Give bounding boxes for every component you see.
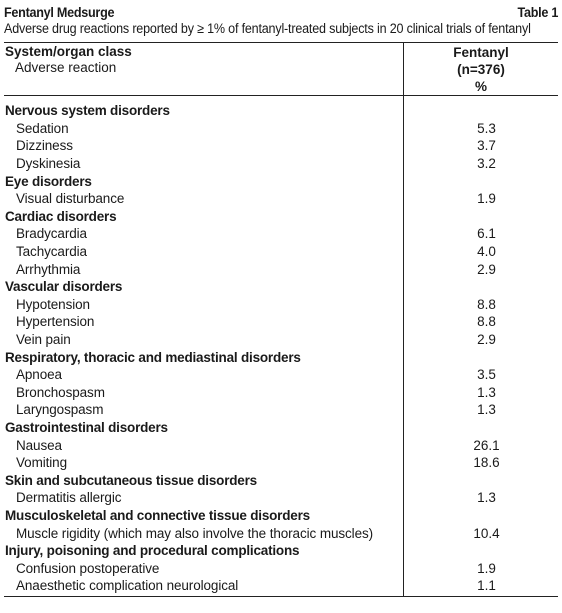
table-row [4,331,558,349]
system-organ-class-label: Musculoskeletal and connective tissue disorders [5,507,310,523]
system-organ-class-label: Eye disorders [5,173,92,189]
percentage-value: 8.8 [477,314,496,330]
table-row [4,137,558,155]
category-row [4,419,558,437]
adverse-reaction-label: Tachycardia [16,244,87,260]
percentage-value: 6.1 [477,226,496,242]
percentage-value: 2.9 [477,332,496,348]
table-row [4,524,558,542]
table-row [4,155,558,173]
percent-heading: % [474,79,487,94]
adverse-reactions-table [4,42,558,597]
percentage-value: 1.3 [477,490,496,506]
category-row [4,507,558,525]
table-row [4,401,558,419]
adverse-reaction-label: Bradycardia [16,226,87,242]
document-title: Fentanyl Medsurge [4,4,115,20]
header-right-cell [404,43,558,95]
adverse-reaction-label: Arrhythmia [16,261,81,277]
system-organ-class-label: Cardiac disorders [5,208,117,224]
title-row [4,4,558,20]
table-row [4,313,558,331]
table-row [4,120,558,138]
category-row [4,542,558,560]
table-row [4,436,558,454]
percentage-value: 1.9 [477,560,496,576]
table-number: Table 1 [517,4,558,20]
category-row [4,471,558,489]
adverse-reaction-label: Bronchospasm [16,384,105,400]
adverse-reaction-label: Anaesthetic complication neurological [16,578,239,594]
table-row [4,559,558,577]
adverse-reaction-label: Confusion postoperative [16,560,160,576]
percentage-value: 3.7 [477,138,496,154]
percentage-value: 4.0 [477,244,496,260]
table-row [4,296,558,314]
category-row [4,102,558,120]
adverse-reaction-label: Apnoea [16,367,62,383]
adverse-reaction-label: Dyskinesia [16,156,81,172]
percentage-value: 10.4 [473,525,500,541]
percentage-value: 1.9 [477,191,496,207]
table-row [4,190,558,208]
table-header [4,43,558,96]
percentage-value: 26.1 [473,437,500,453]
adverse-reaction-label: Sedation [16,120,69,136]
header-left-cell [4,43,404,95]
table-body [4,96,558,596]
table-row [4,366,558,384]
adverse-reaction-label: Laryngospasm [16,402,104,418]
table-row [4,384,558,402]
category-row [4,278,558,296]
category-row [4,172,558,190]
percentage-value: 1.1 [477,578,496,594]
system-organ-class-heading: System/organ class [5,44,132,59]
percentage-value: 2.9 [477,261,496,277]
table-row [4,577,558,595]
system-organ-class-label: Respiratory, thoracic and mediastinal disorders [5,349,301,365]
fentanyl-heading: Fentanyl [453,45,509,60]
adverse-reaction-label: Hypertension [16,314,95,330]
percentage-value: 1.3 [477,402,496,418]
adverse-reaction-label: Hypotension [16,296,90,312]
adverse-reaction-heading: Adverse reaction [15,60,117,75]
table-row [4,225,558,243]
adverse-reaction-label: Vein pain [16,332,71,348]
percentage-value: 18.6 [473,455,500,471]
system-organ-class-label: Vascular disorders [5,279,123,295]
table-caption: Adverse drug reactions reported by ≥ 1% of fentanyl-treated subjects in 20 clinical trials of fentanyl [4,21,531,36]
percentage-value: 3.5 [477,367,496,383]
document-page [4,4,558,597]
system-organ-class-label: Gastrointestinal disorders [5,419,168,435]
table-row [4,489,558,507]
system-organ-class-label: Injury, poisoning and procedural complications [5,543,300,559]
table-row [4,260,558,278]
category-row [4,208,558,226]
column-divider [403,43,404,596]
sample-size-heading: (n=376) [457,62,505,77]
table-row [4,454,558,472]
system-organ-class-label: Nervous system disorders [5,103,170,119]
adverse-reaction-label: Muscle rigidity (which may also involve the thoracic muscles) [16,525,374,541]
adverse-reaction-label: Visual disturbance [16,191,125,207]
percentage-value: 8.8 [477,296,496,312]
adverse-reaction-label: Dizziness [16,138,73,154]
percentage-value: 3.2 [477,156,496,172]
percentage-value: 5.3 [477,120,496,136]
adverse-reaction-label: Nausea [16,437,62,453]
category-row [4,348,558,366]
adverse-reaction-label: Vomiting [16,455,67,471]
adverse-reaction-label: Dermatitis allergic [16,490,122,506]
percentage-value: 1.3 [477,384,496,400]
system-organ-class-label: Skin and subcutaneous tissue disorders [5,472,257,488]
table-row [4,243,558,261]
